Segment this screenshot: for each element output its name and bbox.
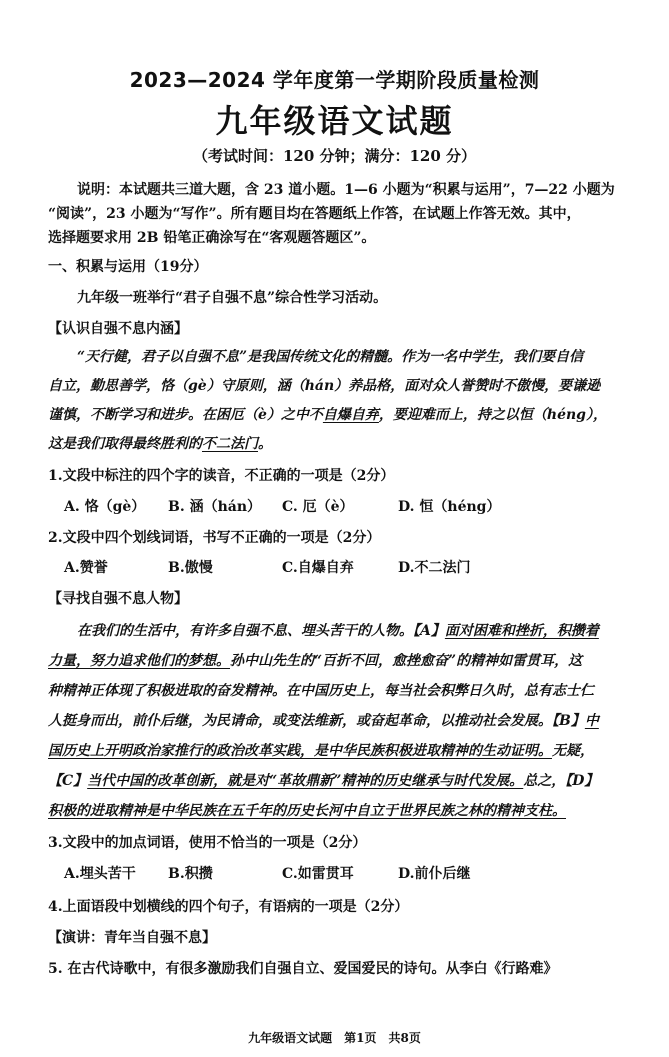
passage1-line-3: 谨慎，不断学习和进步。在困厄（è）之中不自爆自弃，要迎难而上，持之以恒（héng），: [48, 407, 607, 423]
question-2: 2.文段中四个划线词语，书写不正确的一项是（2分）: [48, 530, 381, 546]
passage1-line-2: 自立，勤思善学，恪（gè）守原则，涵（hán）养品格，面对众人誉赞时不傲慢，要谦逊: [48, 378, 601, 394]
exam-time-info: （考试时间：120 分钟；满分：120 分）: [192, 147, 477, 165]
passage2-line-2: 力量，努力追求他们的梦想。孙中山先生的“百折不回，愈挫愈奋”的精神如雷贯耳，这: [48, 653, 583, 669]
exam-header-title: 2023—2024 学年度第一学期阶段质量检测: [129, 68, 540, 92]
underlined-sentence-a: 面对困难和挫折，积攒着: [444, 623, 599, 639]
underlined-sentence-d: 积极的进取精神是中华民族在五千年的历史长河中自立于世界民族之林的精神支柱。: [48, 803, 566, 819]
question-5: 5. 在古代诗歌中，有很多激励我们自强自立、爱国爱民的诗句。从李白《行路难》: [48, 961, 558, 977]
question-3: 3.文段中的加点词语，使用不恰当的一项是（2分）: [48, 835, 367, 851]
page-footer: 九年级语文试题 第1页 共8页: [248, 1031, 421, 1045]
passage1-line-1: “天行健，君子以自强不息”是我国传统文化的精髓。作为一名中学生，我们要自信: [77, 349, 584, 365]
q3-option-b: B.积攒: [168, 866, 213, 882]
q2-option-a: A.赞誉: [64, 560, 108, 576]
underlined-word: 自爆自弃: [322, 407, 379, 423]
underlined-sentence-a: 力量，努力追求他们的梦想。: [48, 653, 230, 669]
exam-subject-title: 九年级语文试题: [215, 102, 454, 140]
underlined-sentence-c: 当代中国的改革创新，就是对“革故鼎新”精神的历史继承与时代发展。: [87, 773, 524, 789]
passage2-line-7: [48, 800, 566, 820]
part-heading-3: 【演讲：青年当自强不息】: [48, 930, 216, 946]
q1-option-d: D. 恒（héng）: [398, 499, 501, 515]
passage2-line-4: 人挺身而出，前仆后继，为民请命，或变法维新，或奋起革命，以推动社会发展。【B】中: [48, 713, 599, 729]
q1-option-b: B. 涵（hán）: [168, 499, 262, 515]
q1-option-a: A. 恪（gè）: [64, 499, 146, 515]
section-heading: 一、积累与运用（19分）: [48, 259, 208, 275]
question-1: 1.文段中标注的四个字的读音，不正确的一项是（2分）: [48, 468, 395, 484]
passage2-line-5: 国历史上开明政治家推行的政治改革实践，是中华民族积极进取精神的生动证明。无疑，: [48, 743, 594, 759]
q2-option-d: D.不二法门: [398, 560, 471, 576]
part-heading-1: 【认识自强不息内涵】: [48, 321, 188, 337]
instruction-line-3: 选择题要求用 2B 铅笔正确涂写在“客观题答题区”。: [48, 230, 376, 246]
part-heading-2: 【寻找自强不息人物】: [48, 591, 188, 607]
underlined-sentence-b: 国历史上开明政治家推行的政治改革实践，是中华民族积极进取精神的生动证明。: [48, 743, 552, 759]
q1-option-c: C. 厄（è）: [282, 499, 354, 515]
underlined-sentence-b: 中: [584, 713, 599, 729]
underlined-word: 不二法门: [202, 436, 258, 452]
instruction-line-2: “阅读”，23 小题为“写作”。所有题目均在答题纸上作答，在试题上作答无效。其中，: [48, 206, 581, 222]
passage2-line-6: 【C】当代中国的改革创新，就是对“革故鼎新”精神的历史继承与时代发展。总之，【D】: [48, 773, 599, 789]
passage2-line-1: 在我们的生活中，有许多自强不息、埋头苦干的人物。【A】面对困难和挫折，积攒着: [77, 623, 599, 639]
q3-option-a: A.埋头苦干: [64, 866, 136, 882]
instruction-line-1: 说明：本试题共三道大题，含 23 道小题。1—6 小题为“积累与运用”，7—22 小题为: [77, 182, 615, 198]
question-4: 4.上面语段中划横线的四个句子，有语病的一项是（2分）: [48, 899, 409, 915]
q2-option-c: C.自爆自弃: [282, 560, 354, 576]
passage2-line-3: 种精神正体现了积极进取的奋发精神。在中国历史上，每当社会积弊日久时，总有志士仁: [48, 683, 594, 699]
activity-intro: 九年级一班举行“君子自强不息”综合性学习活动。: [77, 290, 388, 306]
q2-option-b: B.傲慢: [168, 560, 213, 576]
passage1-line-4: 这是我们取得最终胜利的不二法门。: [48, 436, 272, 452]
q3-option-c: C.如雷贯耳: [282, 866, 354, 882]
q3-option-d: D.前仆后继: [398, 866, 471, 882]
